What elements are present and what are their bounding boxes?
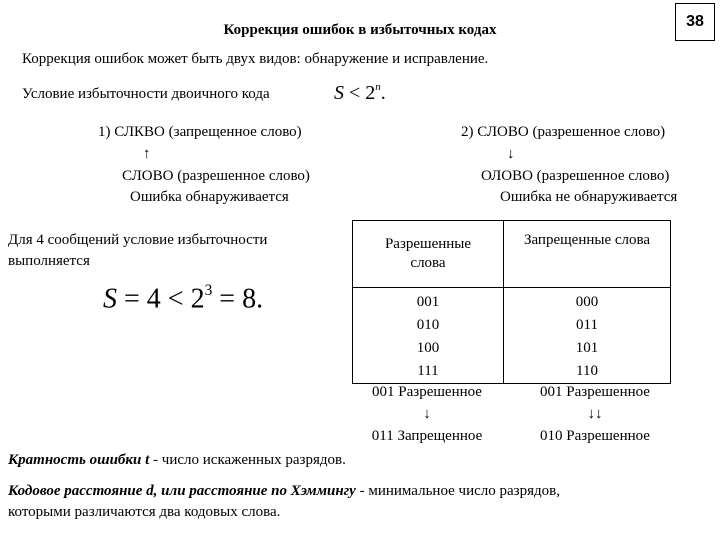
case2-arrow-down: ↓ (507, 146, 515, 162)
distance-definition-line2: которыми различаются два кодовых слова. (8, 504, 281, 520)
forbidden-words-cell (504, 288, 671, 384)
example-formula-lhs: S (103, 283, 117, 315)
redundancy-formula (334, 81, 386, 105)
forbidden-word: 101 (575, 340, 599, 356)
multiplicity-definition (8, 452, 346, 469)
forbidden-words-header: Запрещенные слова (504, 221, 671, 288)
transition-left-arrow: ↓ (423, 406, 431, 422)
multiplicity-term: Кратность ошибки t (8, 452, 150, 468)
case1-word: СЛОВО (разрешенное слово) (122, 168, 310, 184)
transition-left-to: 011 Запрещенное (371, 428, 483, 444)
page-title: Коррекция ошибок в избыточных кодах (223, 22, 497, 38)
redundancy-condition-text: Условие избыточности двоичного кода (22, 86, 270, 102)
transition-right-from: 001 Разрешенное (540, 384, 650, 400)
intro-text: Коррекция ошибок может быть двух видов: обнаружение и исправление. (22, 51, 489, 67)
formula-base: 2 (365, 81, 376, 104)
allowed-header-line2: слова (410, 255, 446, 271)
example-line2: выполняется (8, 253, 90, 269)
allowed-header-line1: Разрешенные (384, 236, 472, 252)
formula-exponent: n (375, 81, 381, 93)
case1-arrow-up: ↑ (143, 146, 151, 162)
forbidden-word: 011 (576, 317, 598, 333)
distance-rest: - минимальное число разрядов, (355, 483, 560, 499)
distance-term: Кодовое расстояние d, или расстояние по Хэммингу (8, 483, 356, 499)
allowed-words-cell (353, 288, 504, 384)
transition-left-from: 001 Разрешенное (372, 384, 482, 400)
example-formula-tail: = 8. (212, 283, 264, 315)
example-line1: Для 4 сообщений условие избыточности (8, 232, 268, 248)
distance-definition (8, 483, 560, 500)
allowed-words-header (353, 221, 504, 288)
example-formula (103, 282, 263, 315)
table-row (353, 288, 671, 384)
formula-lhs: S (334, 81, 344, 104)
allowed-word: 100 (416, 340, 440, 356)
transition-right-arrow: ↓↓ (587, 406, 603, 422)
allowed-word: 001 (416, 294, 440, 310)
case2-result: Ошибка не обнаруживается (500, 189, 678, 205)
allowed-word: 010 (416, 317, 440, 333)
transition-right-to: 010 Разрешенное (540, 428, 650, 444)
formula-op: < (344, 81, 366, 104)
example-formula-eq: = 4 < 2 (117, 283, 205, 315)
page-number-badge: 38 (675, 3, 715, 41)
table-header-row (353, 221, 671, 288)
codewords-table (352, 220, 671, 384)
forbidden-word: 000 (575, 294, 599, 310)
example-formula-exponent: 3 (204, 282, 213, 299)
formula-tail: . (380, 81, 386, 104)
forbidden-word: 110 (576, 363, 598, 379)
multiplicity-rest: - число искаженных разрядов. (149, 452, 346, 468)
case1-title: 1) СЛКВО (запрещенное слово) (98, 124, 302, 140)
case2-title: 2) СЛОВО (разрешенное слово) (461, 124, 666, 140)
allowed-word: 111 (417, 363, 439, 379)
case1-result: Ошибка обнаруживается (130, 189, 289, 205)
case2-word: ОЛОВО (разрешенное слово) (481, 168, 670, 184)
